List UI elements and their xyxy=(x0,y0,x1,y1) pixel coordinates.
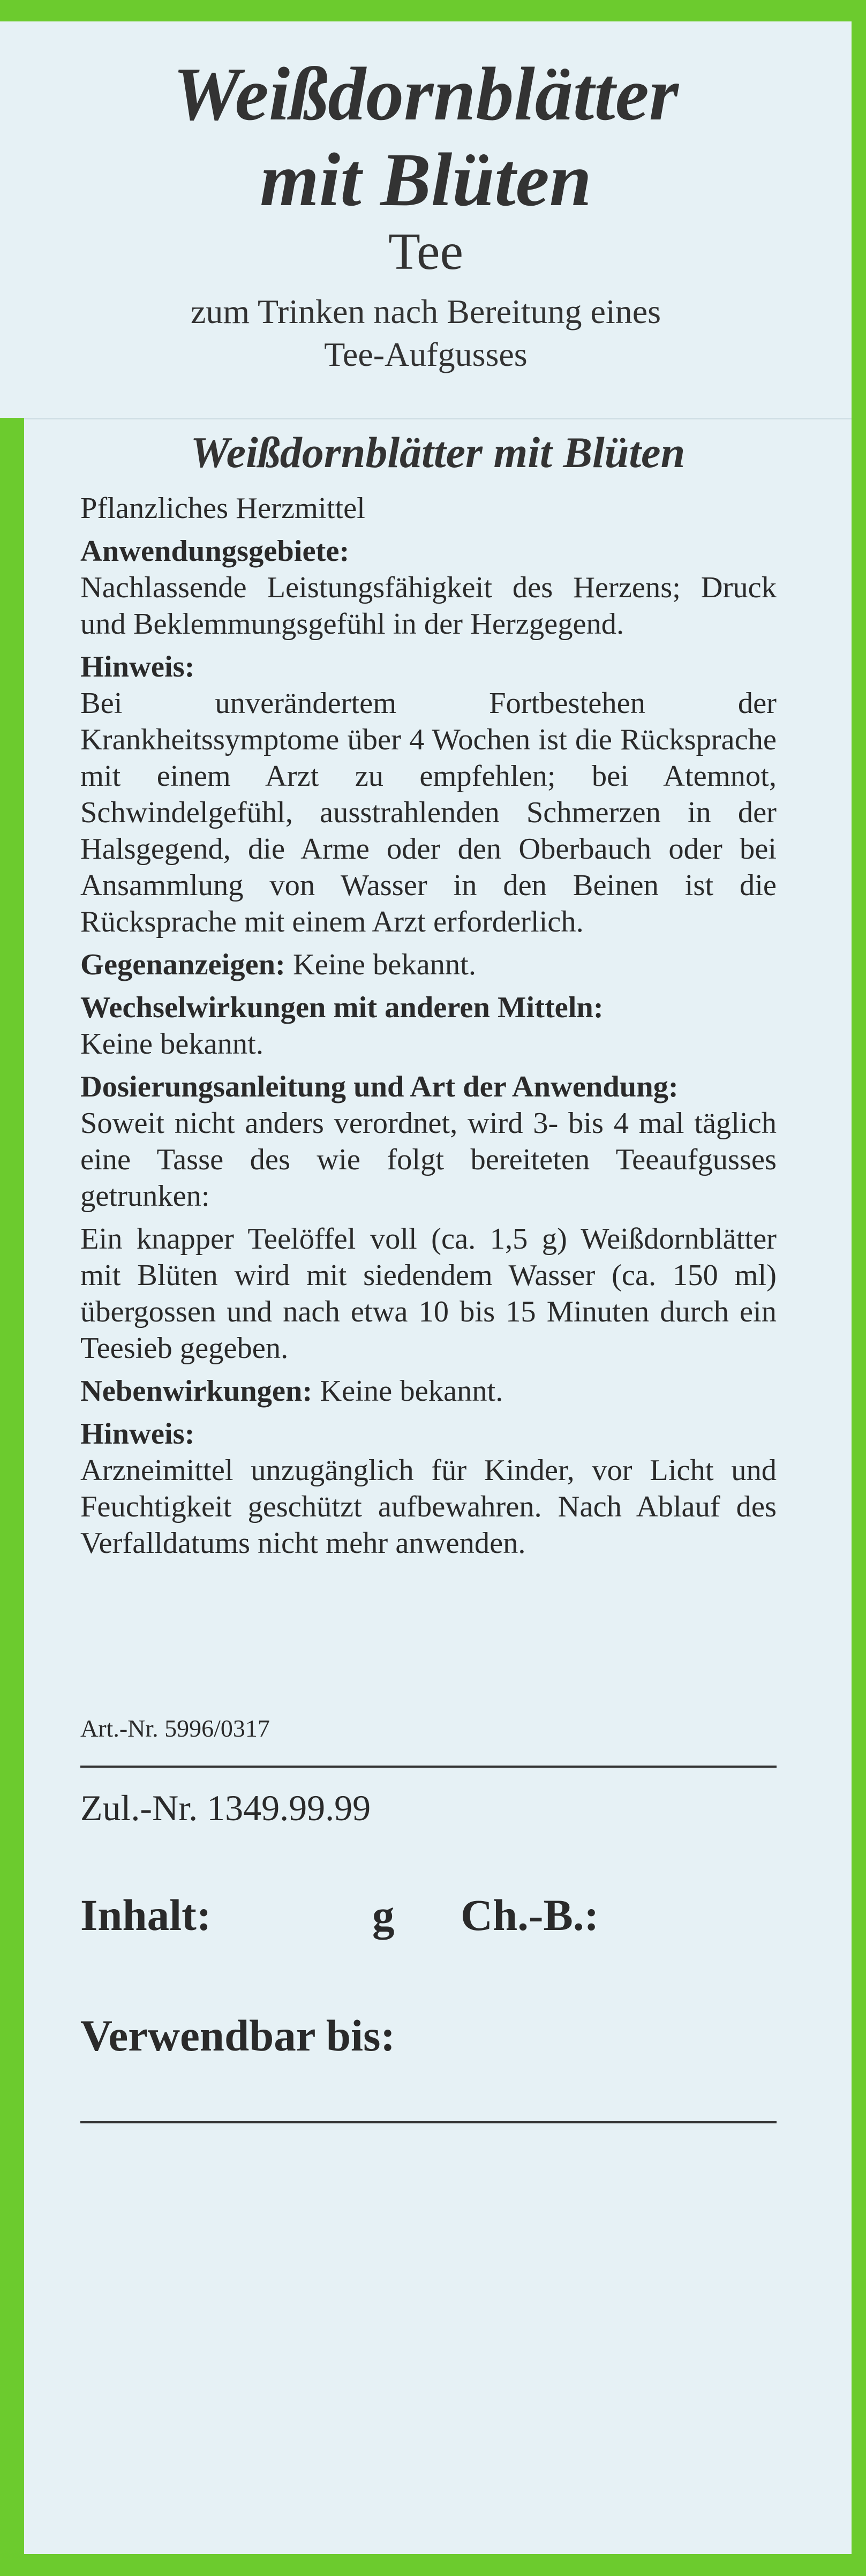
batch-label: Ch.-B.: xyxy=(461,1890,599,1940)
side-effects xyxy=(80,1373,777,1409)
category: Pflanzliches Herzmittel xyxy=(80,492,365,525)
content-unit: g xyxy=(372,1890,395,1940)
contraindications-heading: Gegenanzeigen: xyxy=(80,948,285,981)
product-title-line-2: mit Blüten xyxy=(260,137,592,222)
storage-note-text: Arzneimittel unzugänglich für Kinder, vor Licht und Feuchtigkeit geschützt aufbewahren. Nach Ablauf des Verfalldatums nicht mehr anwenden. xyxy=(80,1454,777,1560)
storage-note-heading: Hinweis: xyxy=(80,1417,195,1451)
interactions-text: Keine bekannt. xyxy=(80,1027,264,1061)
indications-text: Nachlassende Leistungsfähigkeit des Herzens; Druck und Beklemmungsgefühl in der Herzgegend. xyxy=(80,571,777,641)
content-label: Inhalt: xyxy=(80,1890,212,1940)
contraindications-text: Keine bekannt. xyxy=(293,948,477,981)
leaflet-content xyxy=(80,490,777,1561)
leaflet-title: Weißdornblätter mit Blüten xyxy=(190,428,686,477)
approval-number: Zul.-Nr. 1349.99.99 xyxy=(80,1788,371,1828)
article-number: Art.-Nr. 5996/0317 xyxy=(80,1715,270,1742)
product-type: Tee xyxy=(388,223,463,281)
interactions-heading: Wechselwirkungen mit anderen Mitteln: xyxy=(80,991,604,1024)
note-text: Bei unverändertem Fortbestehen der Krankheitssymptome über 4 Wochen ist die Rücksprache mit einem Arzt zu empfehlen; bei Atemnot, Schwindelgefühl, ausstrahlenden Schmerzen in der Halsgegend, die Arme oder den Oberbauch oder bei Ansammlung von Wasser in den Beinen ist die Rücksprache mit einem Arzt erforderlich. xyxy=(80,687,777,938)
product-title-line-1: Weißdornblätter xyxy=(172,51,679,136)
expiry-label: Verwendbar bis: xyxy=(80,2011,396,2060)
expiry-write-line xyxy=(80,2121,777,2123)
dosage-text: Soweit nicht anders verordnet, wird 3- bis 4 mal täglich eine Tasse des wie folgt bereiteten Teeaufgusses getrunken: xyxy=(80,1107,777,1213)
preparation-text: Ein knapper Teelöffel voll (ca. 1,5 g) Weißdornblätter mit Blüten wird mit siedendem Wasser (ca. 150 ml) übergossen und nach etwa 10 bis 15 Minuten durch ein Teesieb gegeben. xyxy=(80,1222,777,1365)
usage-line-2: Tee-Aufgusses xyxy=(324,335,528,373)
dosage-heading: Dosierungsanleitung und Art der Anwendung: xyxy=(80,1070,679,1103)
side-effects-heading: Nebenwirkungen: xyxy=(80,1375,313,1408)
note-heading: Hinweis: xyxy=(80,650,195,684)
contraindications xyxy=(80,947,777,983)
usage-line-1: zum Trinken nach Bereitung eines xyxy=(190,292,661,331)
divider-line xyxy=(80,1766,777,1768)
side-effects-text: Keine bekannt. xyxy=(320,1375,503,1408)
indications-heading: Anwendungsgebiete: xyxy=(80,535,350,568)
